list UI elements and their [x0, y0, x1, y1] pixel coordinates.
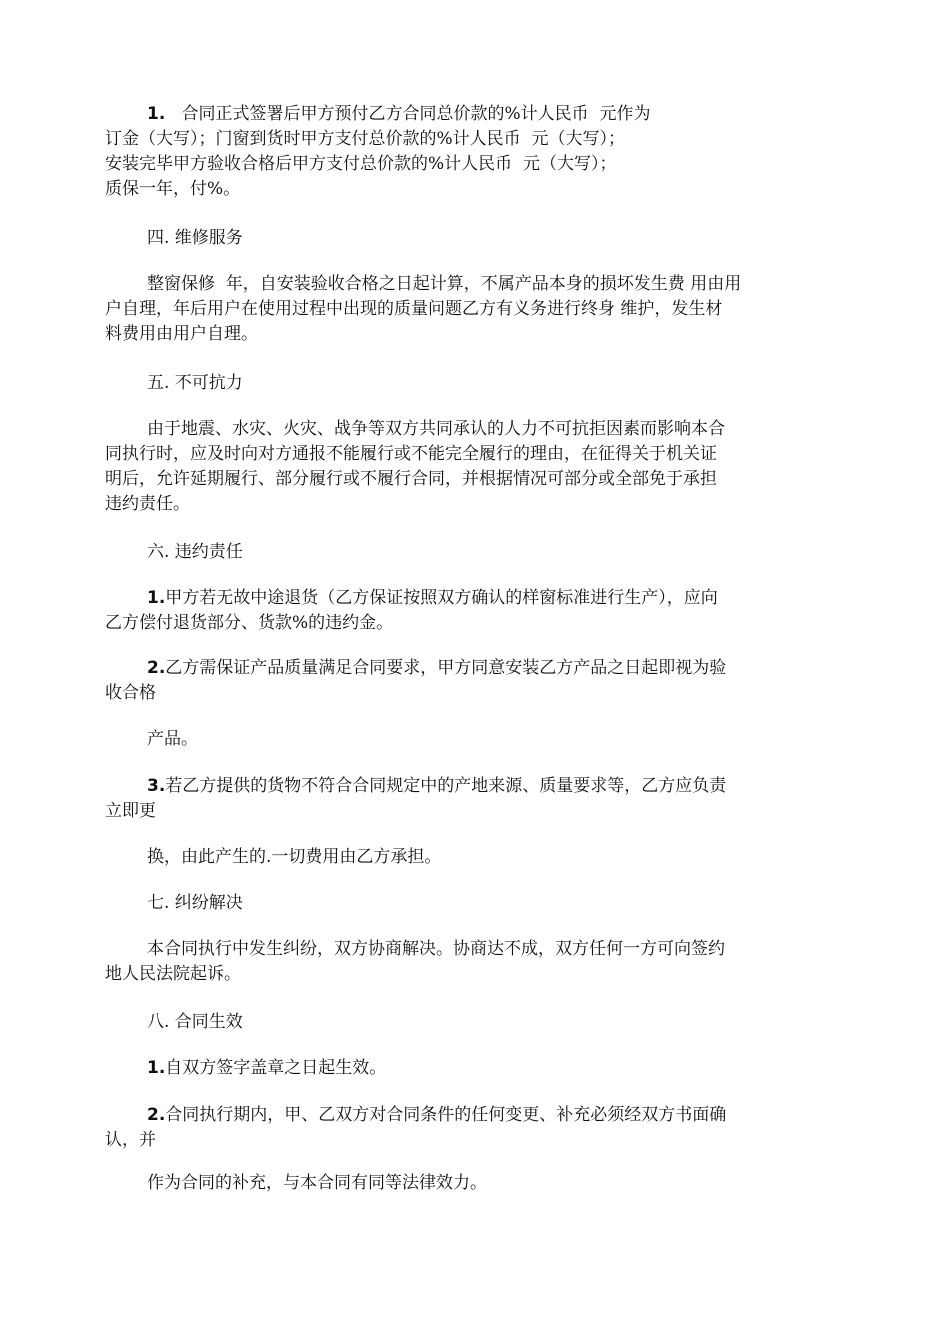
- effectiveness-item-2: 2.合同执行期内，甲、乙双方对合同条件的任何变更、补充必须经双方书面确 认，并: [105, 1105, 727, 1150]
- force-majeure-paragraph: 由于地震、水灾、火灾、战争等双方共同承认的人力不可抗拒因素而影响本合 同执行时，应及时向对方通报不能履行或不能完全履行的理由，在征得关于机关证 明后，允许延期履行、部分履行或不履行合同，并根据情况可部分或全部免于承担 违约责任。: [105, 419, 725, 514]
- section-heading-dispute: 七. 纠纷解决: [147, 893, 243, 913]
- liability-item-3: 3.若乙方提供的货物不符合合同规定中的产地来源、质量要求等，乙方应负责 立即更: [105, 776, 727, 821]
- section-heading-force-majeure: 五. 不可抗力: [147, 373, 243, 393]
- item-number: 3.: [147, 776, 166, 796]
- liability-item-1: 1.甲方若无故中途退货（乙方保证按照双方确认的样窗标准进行生产），应向 乙方偿付退货部分、货款%的违约金。: [105, 588, 718, 633]
- section-heading-effectiveness: 八. 合同生效: [147, 1012, 243, 1032]
- effectiveness-item-1: 1.自双方签字盖章之日起生效。: [147, 1058, 387, 1078]
- liability-item-3-continuation: 换，由此产生的.一切费用由乙方承担。: [147, 847, 442, 867]
- payment-line-3: 安装完毕甲方验收合格后甲方支付总价款的%计人民币 元（大写）；: [105, 154, 617, 174]
- payment-line-4: 质保一年，付%。: [105, 179, 241, 199]
- item-number: 2.: [147, 658, 166, 678]
- effectiveness-item-2-continuation: 作为合同的补充，与本合同有同等法律效力。: [147, 1173, 487, 1193]
- maintenance-paragraph: 整窗保修 年，自安装验收合格之日起计算，不属产品本身的损坏发生费 用由用 户自理，年后用户在使用过程中出现的质量问题乙方有义务进行终身 维护，发生材 料费用由用户自理。: [105, 274, 742, 344]
- liability-item-2-continuation: 产品。: [147, 729, 198, 749]
- section-heading-liability: 六. 违约责任: [147, 542, 243, 562]
- item-number: 2.: [147, 1105, 166, 1125]
- payment-line-2: 订金（大写）；门窗到货时甲方支付总价款的%计人民币 元（大写）；: [105, 129, 625, 149]
- payment-clause: [105, 102, 865, 202]
- item-number: 1.: [147, 1058, 166, 1078]
- item-number: 1.: [147, 588, 166, 608]
- payment-number: 1.: [147, 104, 166, 124]
- section-heading-maintenance: 四. 维修服务: [147, 228, 243, 248]
- payment-line-1: 1. 合同正式签署后甲方预付乙方合同总价款的%计人民币 元作为: [147, 104, 651, 124]
- liability-item-2: 2.乙方需保证产品质量满足合同要求，甲方同意安装乙方产品之日起即视为验 收合格: [105, 658, 727, 703]
- dispute-paragraph: 本合同执行中发生纠纷，双方协商解决。协商达不成，双方任何一方可向签约 地人民法院起诉。: [105, 939, 725, 984]
